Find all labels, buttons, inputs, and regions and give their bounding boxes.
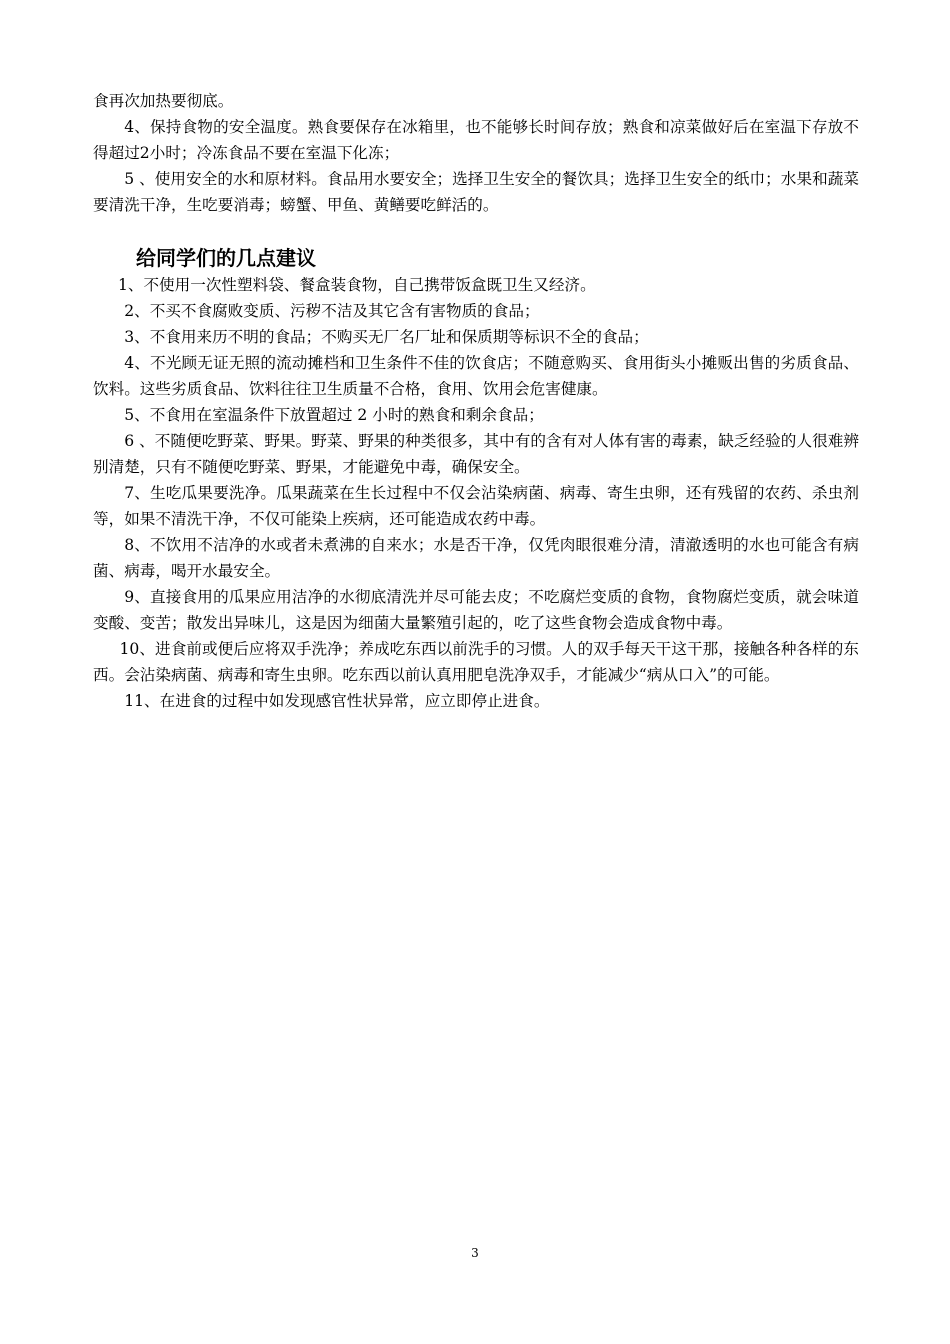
- advice-item-7: 7、生吃瓜果要洗净。瓜果蔬菜在生长过程中不仅会沾染病菌、病毒、寄生虫卵，还有残留的农药、杀虫剂等，如果不清洗干净，不仅可能染上疾病，还可能造成农药中毒。: [93, 484, 859, 528]
- advice-item-3: 3、不食用来历不明的食品；不购买无厂名厂址和保质期等标识不全的食品；: [124, 328, 649, 346]
- document-page: [93, 88, 859, 714]
- advice-item-6: 6 、不随便吃野菜、野果。野菜、野果的种类很多，其中有的含有对人体有害的毒素，缺乏经验的人很难辨别清楚，只有不随便吃野菜、野果，才能避免中毒，确保安全。: [93, 432, 859, 476]
- continuation-paragraph-2: 4、保持食物的安全温度。熟食要保存在冰箱里，也不能够长时间存放；熟食和凉菜做好后在室温下存放不得超过2小时；冷冻食品不要在室温下化冻；: [93, 118, 859, 162]
- advice-item-10: 10、进食前或便后应将双手洗净；养成吃东西以前洗手的习惯。人的双手每天干这干那，接触各种各样的东西。会沾染病菌、病毒和寄生虫卵。吃东西以前认真用肥皂洗净双手，才能减少“病从口入”的可能。: [93, 640, 859, 684]
- advice-item-1: 1、不使用一次性塑料袋、餐盒装食物，自己携带饭盒既卫生又经济。: [117, 276, 596, 294]
- continuation-paragraph-1: 食再次加热要彻底。: [93, 92, 234, 110]
- continuation-section: [93, 88, 859, 218]
- advice-item-4: 4、不光顾无证无照的流动摊档和卫生条件不佳的饮食店；不随意购买、食用街头小摊贩出售的劣质食品、饮料。这些劣质食品、饮料往往卫生质量不合格，食用、饮用会危害健康。: [93, 354, 859, 398]
- continuation-paragraph-3: 5 、使用安全的水和原材料。食品用水要安全；选择卫生安全的餐饮具；选择卫生安全的纸巾；水果和蔬菜要清洗干净，生吃要消毒；螃蟹、甲鱼、黄鳝要吃鲜活的。: [93, 170, 859, 214]
- advice-item-8: 8、不饮用不洁净的水或者未煮沸的自来水；水是否干净，仅凭肉眼很难分清，清澈透明的水也可能含有病菌、病毒，喝开水最安全。: [93, 536, 859, 580]
- page-number: 3: [471, 1246, 479, 1260]
- advice-item-9: 9、直接食用的瓜果应用洁净的水彻底清洗并尽可能去皮；不吃腐烂变质的食物，食物腐烂变质，就会味道变酸、变苦；散发出异味儿，这是因为细菌大量繁殖引起的，吃了这些食物会造成食物中毒。: [93, 588, 859, 632]
- advice-item-2: 2、不买不食腐败变质、污秽不洁及其它含有害物质的食品；: [124, 302, 540, 320]
- advice-section: [93, 272, 859, 714]
- advice-heading: 给同学们的几点建议: [136, 246, 316, 270]
- advice-item-11: 11、在进食的过程中如发现感官性状异常，应立即停止进食。: [124, 692, 550, 710]
- advice-item-5: 5、不食用在室温条件下放置超过 2 小时的熟食和剩余食品；: [124, 406, 544, 424]
